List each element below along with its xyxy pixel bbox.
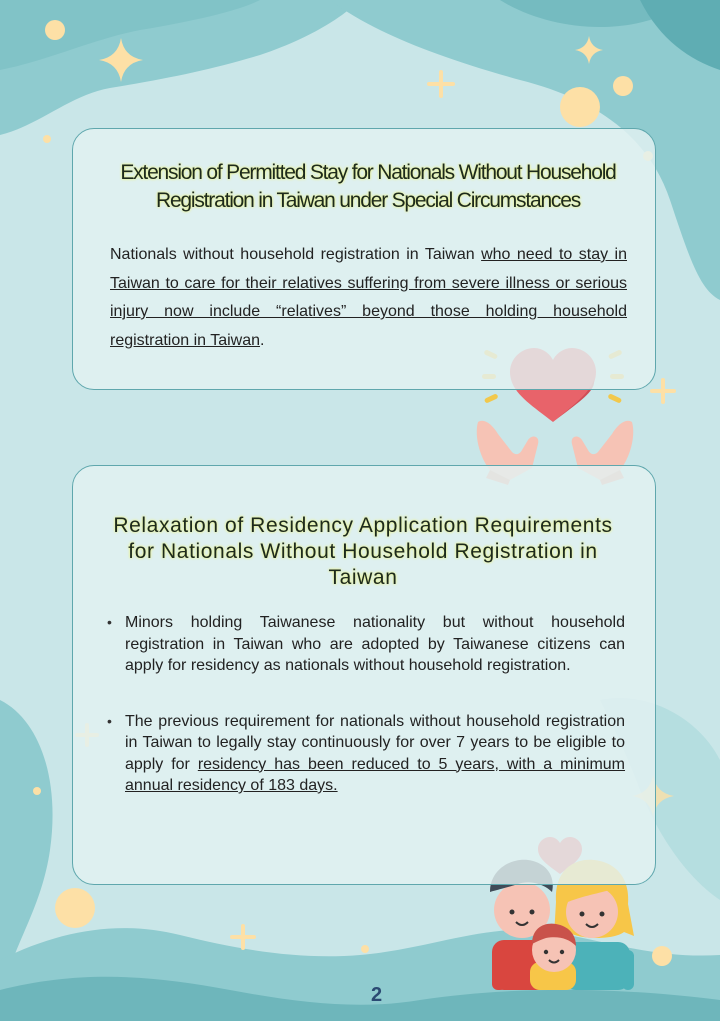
section2-bullet-2 xyxy=(109,711,625,797)
permitted-stay-card xyxy=(72,128,656,390)
section2-title: Relaxation of Residency Application Requirements for Nationals Without Household Registration in Taiwan xyxy=(113,514,613,589)
page-number: 2 xyxy=(371,984,383,1006)
section1-paragraph-plain: Nationals without household registration in Taiwan xyxy=(110,246,482,263)
section2-bullet-list xyxy=(109,612,625,797)
section2-bullet-2-plain: The previous requirement for nationals without household registration in Taiwan to legally stay continuously for over 7 years to be eligible to apply for xyxy=(125,712,625,773)
section1-paragraph-end: . xyxy=(260,331,265,349)
section1-paragraph xyxy=(110,241,627,355)
section2-bullet-1: • Minors holding Taiwanese nationality but without household registration in Taiwan who are adopted by Taiwanese citizens can apply for residency as nationals without household registration. xyxy=(109,612,625,677)
section1-title: Extension of Permitted Stay for Nationals Without Household Registration in Taiwan under Special Circumstances xyxy=(120,161,616,212)
residency-card xyxy=(72,465,656,885)
section2-bullet-2-underlined: residency has been reduced to 5 years, with a minimum annual residency of 183 days. xyxy=(125,755,626,794)
section1-paragraph-underlined: who need to stay in Taiwan to care for their relatives suffering from severe illness or serious injury now include “relatives” beyond those holding household registration in Taiwan xyxy=(110,246,627,349)
